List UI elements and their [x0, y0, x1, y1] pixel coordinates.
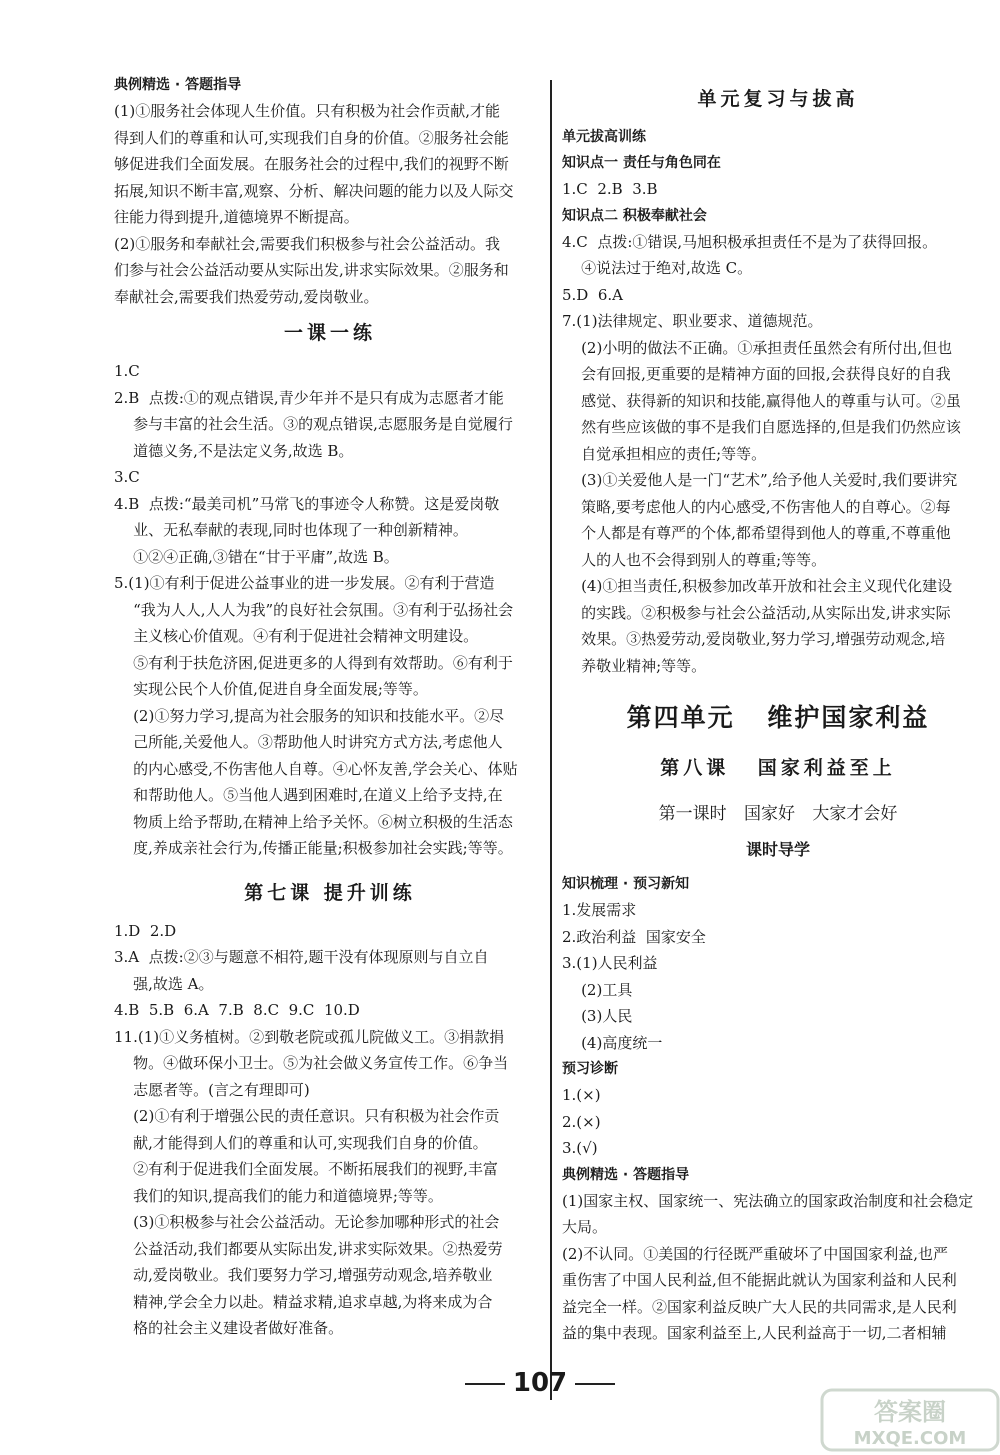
text-line: 益完全一样。②国家利益反映广大人民的共同需求,是人民利 — [562, 1297, 957, 1316]
knowledge-point-label: 知识点一 责任与角色同在 — [562, 155, 721, 171]
text-line: 2.B 点拨:①的观点错误,青少年并不是只有成为志愿者才能 — [114, 388, 504, 407]
text-line: 感觉、获得新的知识和技能,赢得他人的尊重与认可。②虽 — [562, 391, 961, 410]
text-line: 主义核心价值观。④有利于促进社会精神文明建设。 — [114, 627, 479, 645]
column-divider — [550, 80, 552, 1400]
text-line: 3.C — [114, 468, 140, 486]
text-line: 4.C 点拨:①错误,马旭积极承担责任不是为了获得回报。 — [562, 232, 938, 251]
answer-block — [114, 918, 546, 1342]
answer-block — [562, 1082, 994, 1162]
period-title: 第一课时 国家好 大家才会好 — [658, 804, 898, 824]
text-line: (3)①关爱他人是一门“艺术”,给予他人关爱时,我们要讲究 — [562, 471, 958, 489]
guide-title: 课时导学 — [745, 840, 810, 859]
text-line: 2.政治利益 国家安全 — [562, 927, 706, 946]
text-line: 效果。③热爱劳动,爱岗敬业,努力学习,增强劳动观念,培 — [562, 630, 946, 648]
section-heading: 单元复习与拔高 — [697, 88, 859, 110]
text-line: (2)①努力学习,提高为社会服务的知识和技能水平。②尽 — [114, 706, 505, 725]
text-line: 们参与社会公益活动要从实际出发,讲求实际效果。②服务和 — [114, 261, 509, 279]
answer-block — [114, 98, 546, 310]
answer-block — [562, 229, 994, 680]
text-line: “我为人人,人人为我”的良好社会氛围。③有利于弘扬社会 — [114, 600, 514, 619]
text-line: 奉献社会,需要我们热爱劳动,爱岗敬业。 — [114, 287, 379, 306]
text-line: (4)①担当责任,积极参加改革开放和社会主义现代化建设 — [562, 577, 953, 595]
text-line: 1.(×) — [562, 1086, 601, 1104]
section-label: 单元拔高训练 — [562, 129, 646, 145]
answer-block — [562, 176, 994, 203]
right-column — [562, 72, 994, 1347]
text-line: 和帮助他人。⑤当他人遇到困难时,在道义上给予支持,在 — [114, 786, 503, 804]
text-line: 自觉承担相应的责任;等等。 — [562, 444, 767, 463]
text-line: 我们的知识,提高我们的能力和道德境界;等等。 — [114, 1186, 443, 1205]
text-line: 强,故选 A。 — [114, 974, 214, 993]
text-line: 4.B 点拨:“最美司机”马常飞的事迹令人称赞。这是爱岗敬 — [114, 494, 500, 513]
text-line: 献,才能得到人们的尊重和认可,实现我们自身的价值。 — [114, 1133, 488, 1152]
text-line: 人的人也不会得到别人的尊重;等等。 — [562, 550, 827, 569]
svg-text:MXQE.COM: MXQE.COM — [853, 1428, 967, 1449]
text-line: 够促进我们全面发展。在服务社会的过程中,我们的视野不断 — [114, 155, 509, 173]
text-line: 个人都是有尊严的个体,都希望得到他人的尊重,不尊重他 — [562, 524, 951, 542]
text-line: (1)国家主权、国家统一、宪法确立的国家政治制度和社会稳定 — [562, 1191, 974, 1210]
text-line: (2)①服务和奉献社会,需要我们积极参与社会公益活动。我 — [114, 234, 501, 253]
text-line: ②有利于促进我们全面发展。不断拓展我们的视野,丰富 — [114, 1160, 498, 1178]
text-line: (2)小明的做法不正确。①承担责任虽然会有所付出,但也 — [562, 338, 953, 357]
rule-left — [465, 1383, 505, 1385]
text-line: 然有些应该做的事不是我们自愿选择的,但是我们仍然应该 — [562, 418, 961, 436]
text-line: 拓展,知识不断丰富,观察、分析、解决问题的能力以及人际交 — [114, 181, 514, 200]
text-line: 7.(1)法律规定、职业要求、道德规范。 — [562, 312, 823, 330]
text-line: (2)工具 — [562, 980, 633, 999]
text-line: (2)①有利于增强公民的责任意识。只有积极为社会作贡 — [114, 1107, 500, 1125]
section-label: 知识梳理 · 预习新知 — [562, 876, 690, 892]
text-line: 大局。 — [562, 1218, 608, 1236]
text-line: ④说法过于绝对,故选 C。 — [562, 259, 753, 277]
text-line: 志愿者等。(言之有理即可) — [114, 1080, 310, 1099]
text-line: 1.D 2.D — [114, 921, 177, 940]
text-line: ⑤有利于扶危济困,促进更多的人得到有效帮助。⑥有利于 — [114, 653, 513, 672]
text-line: 重伤害了中国人民利益,但不能据此就认为国家利益和人民利 — [562, 1271, 957, 1289]
text-line: 实现公民个人价值,促进自身全面发展;等等。 — [114, 680, 428, 698]
text-line: 5.D 6.A — [562, 285, 624, 304]
text-line: (1)①服务社会体现人生价值。只有积极为社会作贡献,才能 — [114, 102, 501, 120]
answer-block — [562, 897, 994, 1056]
text-line: 物质上给予帮助,在精神上给予关怀。⑥树立积极的生活态 — [114, 812, 513, 831]
lesson-title: 第八课 国家利益至上 — [660, 757, 896, 779]
section-label: 典例精选 · 答题指导 — [114, 77, 242, 93]
text-line: 会有回报,更重要的是精神方面的回报,会获得良好的自我 — [562, 365, 951, 383]
text-line: 得到人们的尊重和认可,实现我们自身的价值。②服务社会能 — [114, 128, 509, 147]
text-line: 3.A 点拨:②③与题意不相符,题干没有体现原则与自立自 — [114, 948, 489, 966]
svg-text:答案圈: 答案圈 — [874, 1398, 946, 1426]
answer-block — [562, 1188, 994, 1347]
left-column — [114, 72, 546, 1342]
text-line: (3)①积极参与社会公益活动。无论参加哪种形式的社会 — [114, 1213, 500, 1231]
watermark-logo — [820, 1388, 1000, 1452]
text-line: 公益活动,我们都要从实际出发,讲求实际效果。②热爱劳 — [114, 1239, 503, 1258]
rule-right — [575, 1383, 615, 1385]
text-line: (4)高度统一 — [562, 1033, 663, 1052]
text-line: 2.(×) — [562, 1112, 601, 1131]
section-heading: 第七课 提升训练 — [244, 881, 416, 904]
text-line: 1.发展需求 — [562, 901, 637, 919]
text-line: 格的社会主义建设者做好准备。 — [114, 1319, 344, 1337]
text-line: (2)不认同。①美国的行径既严重破坏了中国国家利益,也严 — [562, 1244, 949, 1263]
page-number — [440, 1368, 640, 1398]
text-line: 业、无私奉献的表现,同时也体现了一种创新精神。 — [114, 521, 468, 539]
text-line: 4.B 5.B 6.A 7.B 8.C 9.C 10.D — [114, 1001, 360, 1019]
text-line: 物。④做环保小卫士。⑤为社会做义务宣传工作。⑥争当 — [114, 1054, 509, 1072]
text-line: ①②④正确,③错在“甘于平庸”,故选 B。 — [114, 547, 399, 566]
text-line: 益的集中表现。国家利益至上,人民利益高于一切,二者相辅 — [562, 1324, 947, 1342]
section-label: 典例精选 · 答题指导 — [562, 1166, 690, 1183]
text-line: 的实践。②积极参与社会公益活动,从实际出发,讲求实际 — [562, 603, 951, 622]
page-number-text: 107 — [512, 1368, 568, 1398]
text-line: 1.C 2.B 3.B — [562, 180, 658, 198]
text-line: 度,养成亲社会行为,传播正能量;积极参加社会实践;等等。 — [114, 839, 513, 857]
text-line: 策略,要考虑他人的内心感受,不伤害他人的自尊心。②每 — [562, 497, 951, 516]
text-line: 参与丰富的社会生活。③的观点错误,志愿服务是自觉履行 — [114, 415, 513, 433]
text-line: 5.(1)①有利于促进公益事业的进一步发展。②有利于营造 — [114, 574, 495, 592]
text-line: (3)人民 — [562, 1007, 633, 1025]
text-line: 往能力得到提升,道德境界不断提高。 — [114, 208, 359, 226]
answer-block — [114, 358, 546, 862]
section-heading: 一课一练 — [283, 322, 376, 344]
unit-title: 第四单元 维护国家利益 — [626, 703, 930, 732]
text-line: 3.(1)人民利益 — [562, 954, 658, 972]
section-label: 预习诊断 — [562, 1061, 618, 1077]
text-line: 道德义务,不是法定义务,故选 B。 — [114, 441, 354, 460]
text-line: 己所能,关爱他人。③帮助他人时讲究方式方法,考虑他人 — [114, 733, 503, 751]
text-line: 11.(1)①义务植树。②到敬老院或孤儿院做义工。③捐款捐 — [114, 1027, 505, 1046]
text-line: 3.(√) — [562, 1139, 598, 1157]
knowledge-point-label: 知识点二 积极奉献社会 — [562, 207, 707, 224]
text-line: 1.C — [114, 362, 140, 380]
text-line: 养敬业精神;等等。 — [562, 656, 707, 675]
text-line: 动,爱岗敬业。我们要努力学习,增强劳动观念,培养敬业 — [114, 1266, 493, 1284]
text-line: 精神,学会全力以赴。精益求精,追求卓越,为将来成为合 — [114, 1292, 493, 1311]
text-line: 的内心感受,不伤害他人自尊。④心怀友善,学会关心、体贴 — [114, 759, 518, 778]
